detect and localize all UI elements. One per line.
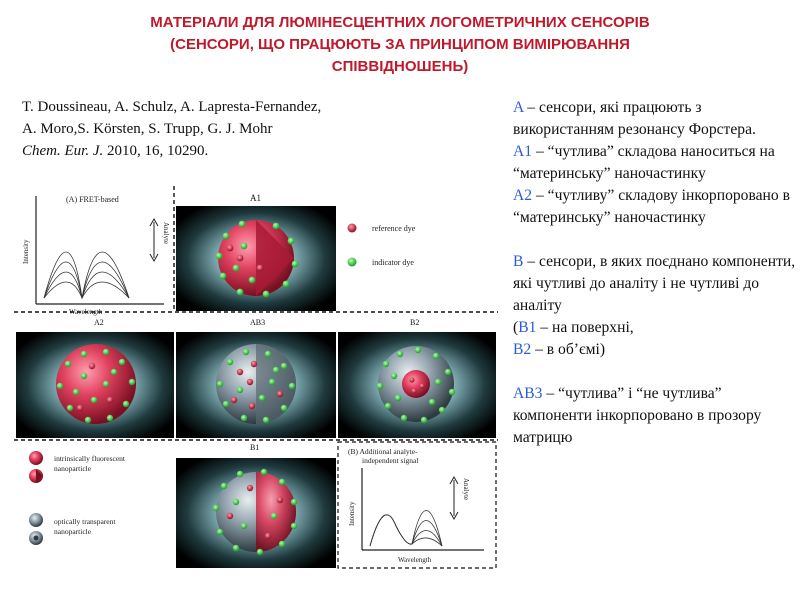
legend-fluorescent-line-2: nanoparticle [54, 464, 92, 473]
additional-axis-analyte: Analyte [462, 478, 470, 501]
desc-a1-text: – “чутлива” складова наноситься на “материнську” наночастинку [513, 143, 775, 182]
legend-nanoparticles [29, 451, 126, 545]
desc-a-text: – сенсори, які працюють з використанням резонансу Форстера. [513, 99, 756, 138]
desc-ab3-text: – “чутлива” і “не чутлива” компоненти інкорпоровано в прозору матрицю [513, 385, 762, 446]
desc-a [513, 97, 798, 141]
desc-a1-key: A1 [513, 143, 533, 160]
legend-dyes [348, 224, 416, 268]
panel-ab3-label: AB3 [250, 318, 266, 327]
additional-axis-wavelength: Wavelength [398, 556, 432, 564]
fret-axis-analyte: Analyte [162, 222, 170, 245]
description-panel [513, 97, 798, 449]
legend-transparent-line-1: optically transparent [54, 517, 116, 526]
legend-indicator-dye: indicator dye [372, 258, 414, 267]
reference-authors-2: A. Moro,S. Körsten, S. Trupp, G. J. Mohr [22, 121, 273, 137]
panel-b2-label: B2 [410, 318, 420, 327]
panel-b1 [176, 443, 336, 568]
desc-b1-open: ( [513, 319, 519, 336]
legend-reference-dye: reference dye [372, 224, 416, 233]
desc-ab3-key: AB3 [513, 385, 543, 402]
panel-a1-label: A1 [250, 193, 261, 203]
desc-b2-key: B2 [513, 341, 532, 358]
desc-a2-text: – “чутливу” складову інкорпоровано в “материнську” наночастинку [513, 187, 790, 226]
sensor-figure [14, 186, 498, 570]
legend-fluorescent-line-1: intrinsically fluorescent [54, 454, 126, 463]
reference-year-volume: 2010, 16, 10290. [103, 143, 209, 159]
additional-axis-intensity: Intensity [348, 501, 356, 526]
legend-fluorescent-swatch-1 [29, 451, 43, 465]
desc-a-key: A [513, 99, 524, 116]
reference-authors-1: T. Doussineau, A. Schulz, A. Lapresta-Fernandez, [22, 99, 322, 115]
additional-label-line-1: (B) Additional analyte- [348, 447, 418, 456]
legend-transparent-line-2: nanoparticle [54, 527, 92, 536]
desc-b1-text: – на поверхні, [536, 319, 634, 336]
reference-journal: Chem. Eur. J. [22, 143, 104, 159]
panel-a2 [16, 332, 174, 438]
desc-ab3 [513, 383, 798, 449]
slide-title [40, 12, 760, 78]
panel-a2-label: A2 [94, 318, 104, 327]
reference-citation [22, 140, 442, 162]
fret-label: (A) FRET-based [66, 195, 119, 204]
fret-plot-panel [22, 195, 170, 316]
desc-b2-text: – в об’ємі) [531, 341, 606, 358]
title-line-2: (СЕНСОРИ, ЩО ПРАЦЮЮТЬ ЗА ПРИНЦИПОМ ВИМІРЮВАННЯ [170, 36, 630, 53]
desc-b1 [513, 317, 798, 339]
fret-curve-4 [44, 282, 129, 298]
legend-transparent-swatch-1 [29, 513, 43, 527]
fret-axis-intensity: Intensity [22, 239, 30, 264]
panel-b1-label: B1 [250, 443, 260, 452]
desc-a2-key: A2 [513, 187, 533, 204]
desc-b2 [513, 339, 798, 361]
desc-a2 [513, 185, 798, 229]
desc-a1 [513, 141, 798, 185]
panel-b-additional [338, 442, 496, 568]
title-line-3: СПІВВІДНОШЕНЬ) [331, 58, 469, 75]
title-line-1: МАТЕРІАЛИ ДЛЯ ЛЮМІНЕСЦЕНТНИХ ЛОГОМЕТРИЧНИХ СЕНСОРІВ [150, 14, 650, 31]
legend-indicator-swatch [348, 258, 357, 267]
desc-b1-key: B1 [518, 319, 537, 336]
reference-block [22, 96, 442, 162]
additional-label-line-2: independent signal [362, 456, 419, 465]
panel-b2 [338, 332, 496, 438]
legend-reference-swatch [348, 224, 357, 233]
desc-b-key: B [513, 253, 524, 270]
panel-a1 [176, 193, 336, 311]
desc-b-text: – сенсори, в яких поєднано компоненти, які чутливі до аналіту і не чутливі до аналіту [513, 253, 796, 314]
desc-b [513, 251, 798, 317]
fret-axis-wavelength: Wavelength [69, 308, 103, 316]
panel-ab3 [176, 332, 336, 438]
